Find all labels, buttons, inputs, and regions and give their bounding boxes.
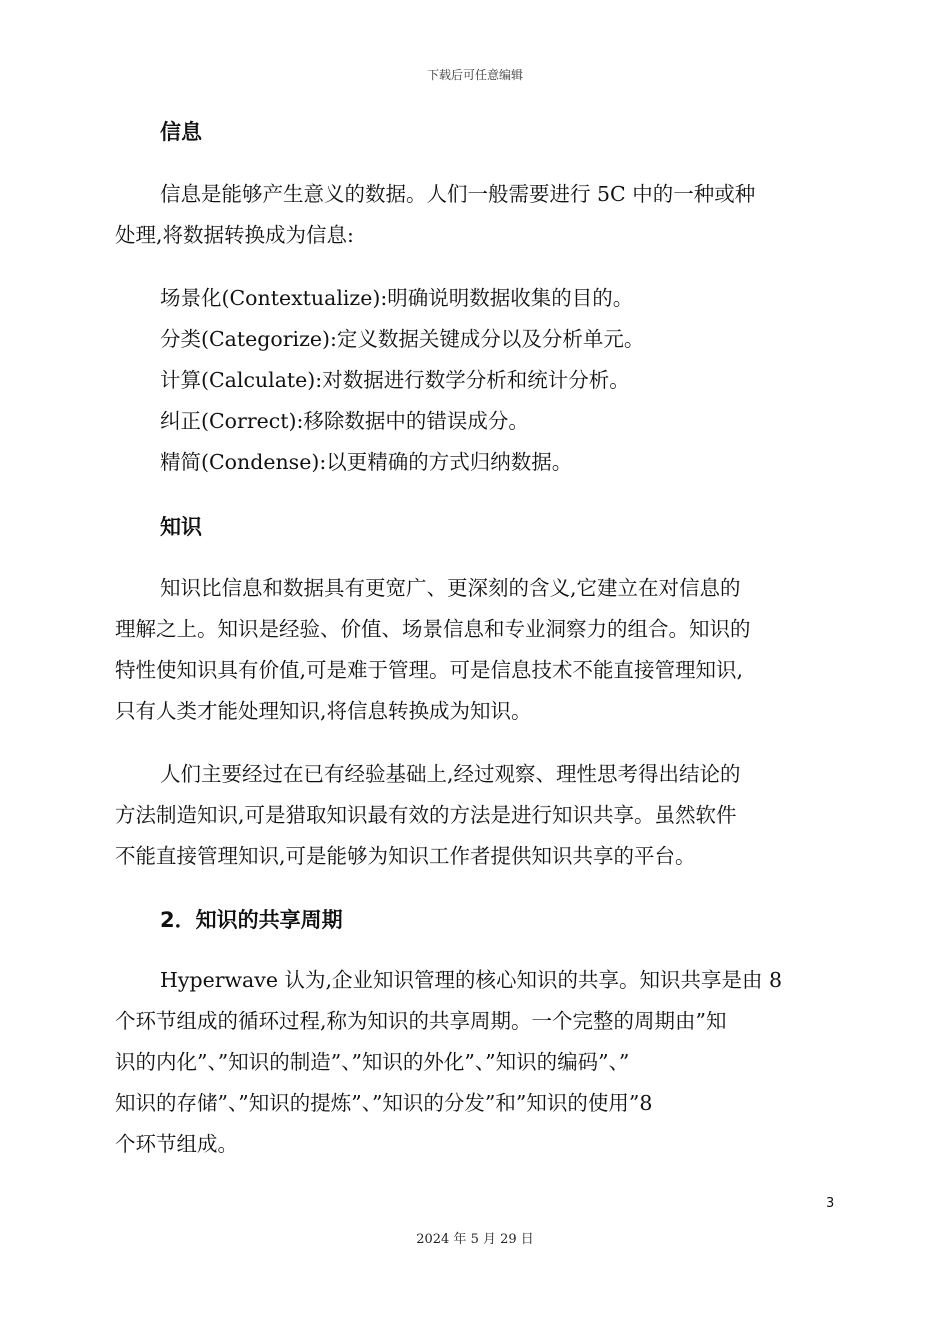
list-item: 纠正(Correct):移除数据中的错误成分。 [160,409,529,433]
list-item: 场景化(Contextualize):明确说明数据收集的目的。 [160,286,634,310]
paragraph-info [115,174,835,256]
text-line: 特性使知识具有价值,可是难于管理。可是信息技术不能直接管理知识, [115,658,744,682]
text-line: 不能直接管理知识,可是能够为知识工作者提供知识共享的平台。 [115,844,696,868]
text-line: 人们主要经过在已有经验基础上,经过观察、理性思考得出结论的 [160,762,741,786]
text-line: 方法制造知识,可是猎取知识最有效的方法是进行知识共享。虽然软件 [115,803,737,827]
list-item: 计算(Calculate):对数据进行数学分析和统计分析。 [160,368,630,392]
text-line: 个环节组成。 [115,1132,238,1156]
list-item: 精简(Condense):以更精确的方式归纳数据。 [160,450,573,474]
text-line: 识的内化”、”知识的制造”、”知识的外化”、”知识的编码”、” [115,1050,630,1074]
heading-info: 信息 [160,120,202,144]
text-line: 信息是能够产生意义的数据。人们一般需要进行 5C 中的一种或种 [160,182,756,206]
five-c-list [160,278,644,483]
text-line: 知识比信息和数据具有更宽广、更深刻的含义,它建立在对信息的 [160,576,741,600]
heading-knowledge: 知识 [160,515,202,539]
heading-sharing-cycle: 2．知识的共享周期 [160,908,343,932]
text-line: 只有人类才能处理知识,将信息转换成为知识。 [115,699,532,723]
paragraph-knowledge-2 [115,754,835,877]
paragraph-sharing-cycle [115,960,835,1165]
text-line: Hyperwave 认为,企业知识管理的核心知识的共享。知识共享是由 8 [160,968,783,992]
text-line: 理解之上。知识是经验、价值、场景信息和专业洞察力的组合。知识的 [115,617,751,641]
list-item: 分类(Categorize):定义数据关键成分以及分析单元。 [160,327,645,351]
text-line: 个环节组成的循环过程,称为知识的共享周期。一个完整的周期由”知 [115,1009,727,1033]
text-line: 知识的存储”、”知识的提炼”、”知识的分发”和”知识的使用”8 [115,1091,653,1115]
page-footer-date: 2024 年 5 月 29 日 [416,1232,534,1247]
paragraph-knowledge-1 [115,568,835,732]
page-header: 下载后可任意编辑 [426,68,523,82]
page-number: 3 [826,1196,835,1211]
text-line: 处理,将数据转换成为信息: [115,223,354,247]
